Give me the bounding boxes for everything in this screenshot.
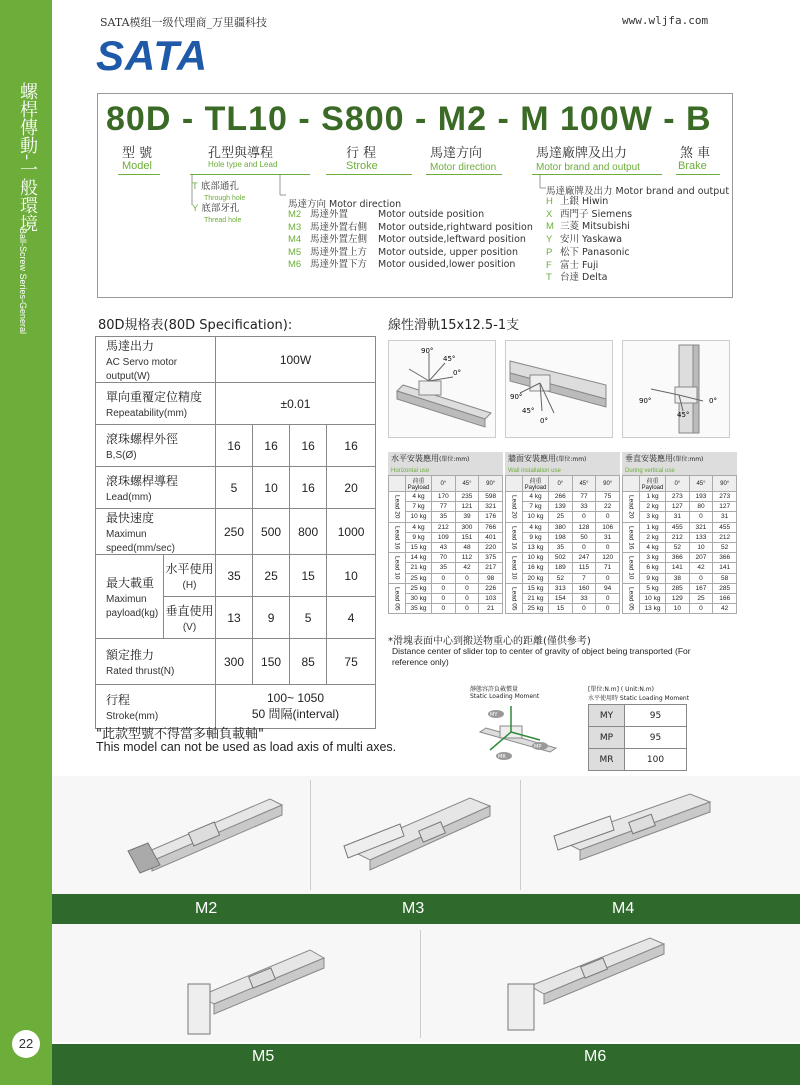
load-table-row: Lead 05 5 kg 285 167 285 xyxy=(623,583,737,593)
spec-row-max-speed: 最快速度 Maximun speed(mm/sec) 250 500 800 1000 xyxy=(96,509,376,555)
load-table-row: 15 kg 43 48 220 xyxy=(389,542,503,552)
variant-label-m4: M4 xyxy=(612,900,635,917)
load-table-row: 3 kg 31 0 31 xyxy=(623,512,737,522)
load-table-row: 16 kg 189 115 71 xyxy=(506,563,620,573)
load-table-row: 2 kg 212 133 212 xyxy=(623,532,737,542)
spec-row-stroke: 行程 Stroke(mm) 100~ 1050 50 間隔(interval) xyxy=(96,685,376,729)
divider xyxy=(420,930,421,1038)
load-table-row: Lead 10 14 kg 70 112 375 xyxy=(389,553,503,563)
m5-product-image xyxy=(180,930,350,1040)
load-table-row: Lead 20 1 kg 273 193 273 xyxy=(623,492,737,502)
header-text: SATA模组一级代理商_万里疆科技 xyxy=(100,16,268,29)
brand-list xyxy=(546,196,632,285)
variant-label-m6: M6 xyxy=(584,1048,607,1065)
load-table-header: 水平安裝應用(單位:mm) Horizontal use xyxy=(388,452,503,475)
spec-note-cn: "此款型號不得當多軸負載軸" xyxy=(96,727,264,742)
hole-type-y: Y 底部牙孔 Thread hole xyxy=(192,203,242,224)
vertical-install-diagram xyxy=(623,341,731,439)
load-table-row: 7 kg 77 121 321 xyxy=(389,502,503,512)
page-number: 22 xyxy=(12,1030,40,1058)
spec-row-max-load-h: 最大載重 Maximun payload(kg) 水平使用 (H) 35 25 15 10 xyxy=(96,555,376,597)
horizontal-install-image xyxy=(388,340,496,438)
load-table-row: 6 kg 141 42 141 xyxy=(623,563,737,573)
load-table-row: 9 kg 38 0 58 xyxy=(623,573,737,583)
caption-brand-cn: 馬達廠牌及出力 xyxy=(536,146,628,161)
motor-direction-item: M3 馬達外置右側 Motor outside,rightward position xyxy=(288,221,533,233)
moment-row: MP 95 xyxy=(589,727,687,749)
brand-item: F 富士 Fuji xyxy=(546,259,599,271)
load-table-row: 13 kg 35 0 0 xyxy=(506,542,620,552)
load-table-row: Lead 05 15 kg 313 160 94 xyxy=(506,583,620,593)
header-url: www.wljfa.com xyxy=(622,14,709,27)
angle-45-label: 45° xyxy=(677,411,690,419)
m3-product-image xyxy=(340,790,510,890)
vertical-install-image xyxy=(622,340,730,438)
vertical-load-table: 垂直安裝應用(單位:mm) During vertical use 荷重 Payload 0° 45° 90° Lead 20 1 kg 273 193 273 2 kg 127 80 127 3 kg 31 0 31 Lead 16 1 kg 455 321 455 2 kg 212 133 212 4 kg 52 10 52 Lead 10 3 kg 366 207 366 6 kg 141 42 141 9 kg 38 0 58 Lead 05 5 kg 285 167 285 10 kg 129 25 166 13 kg 10 0 42 xyxy=(622,452,737,614)
caption-brake-en: Brake xyxy=(678,160,707,172)
spec-row-thrust: 額定推力 Rated thrust(N) 300 150 85 75 xyxy=(96,639,376,685)
wall-install-image xyxy=(505,340,613,438)
angle-0-label: 0° xyxy=(453,369,461,377)
load-table-row: Lead 10 10 kg 502 247 120 xyxy=(506,553,620,563)
moment-diagram-title-cn: 靜態容許負載慣量 xyxy=(470,686,519,693)
my-label: MY xyxy=(490,712,498,718)
hole-type-t: T 底部通孔 Through hole xyxy=(192,181,246,202)
moment-table-title: 水平使用時 Static Loading Moment xyxy=(588,695,690,702)
spec-row-repeatability: 單向重覆定位精度 Repeatability(mm) ±0.01 xyxy=(96,383,376,425)
moment-diagram-title-en: Static Loading Moment xyxy=(470,693,540,700)
rail-footnote-cn: *滑塊表面中心到搬送物重心的距離(僅供參考) xyxy=(388,636,591,647)
moment-row: MY 95 xyxy=(589,705,687,727)
m4-product-image xyxy=(550,790,750,890)
mp-label: MP xyxy=(534,744,542,750)
mr-label: MR xyxy=(498,754,506,760)
angle-0-label: 0° xyxy=(709,397,717,405)
sata-logo: SATA xyxy=(96,32,209,79)
brand-item: P 松下 Panasonic xyxy=(546,246,630,258)
load-table-row: 10 kg 35 39 176 xyxy=(389,512,503,522)
brand-title: 馬達廠牌及出力 Motor brand and output xyxy=(546,186,730,197)
angle-45-label: 45° xyxy=(522,407,535,415)
caption-brake-cn: 煞 車 xyxy=(680,146,711,161)
load-table-row: Lead 16 1 kg 455 321 455 xyxy=(623,522,737,532)
spec-row-max-load-v: 垂直使用 (V) 13 9 5 4 xyxy=(96,597,376,639)
caption-model-en: Model xyxy=(122,160,152,172)
brand-item: X 西門子 Siemens xyxy=(546,208,633,220)
variant-bar-row2 xyxy=(52,1044,800,1085)
spec-title: 80D規格表(80D Specification): xyxy=(98,318,293,333)
moment-table xyxy=(588,704,687,771)
moment-unit: [單位:N.m] ( Unit:N.m) xyxy=(588,686,654,693)
moment-diagram xyxy=(470,702,560,762)
load-table-row: 2 kg 127 80 127 xyxy=(623,502,737,512)
sidebar-title-en: Ball-Screw Series-General xyxy=(18,228,28,335)
wall-install-diagram xyxy=(506,341,614,439)
spec-note-en: This model can not be used as load axis of multi axes. xyxy=(96,740,397,754)
load-table-row: Lead 20 4 kg 266 77 75 xyxy=(506,492,620,502)
load-table-row: Lead 16 4 kg 212 300 766 xyxy=(389,522,503,532)
caption-model-cn: 型 號 xyxy=(122,146,153,161)
caption-direction-en: Motor direction xyxy=(430,162,497,173)
angle-45-label: 45° xyxy=(443,355,456,363)
load-table-row: 4 kg 52 10 52 xyxy=(623,542,737,552)
load-table-row: 13 kg 10 0 42 xyxy=(623,604,737,614)
moment-row: MR 100 xyxy=(589,749,687,771)
load-table-row: 20 kg 52 7 0 xyxy=(506,573,620,583)
horizontal-install-diagram xyxy=(389,341,497,439)
rail-title: 線性滑軌15x12.5-1支 xyxy=(388,318,520,333)
caption-stroke-en: Stroke xyxy=(346,160,378,172)
load-table-row: Lead 10 3 kg 366 207 366 xyxy=(623,553,737,563)
variant-label-m5: M5 xyxy=(252,1048,275,1065)
load-table-header: 垂直安裝應用(單位:mm) During vertical use xyxy=(622,452,737,475)
load-table-row: 10 kg 25 0 0 xyxy=(506,512,620,522)
divider xyxy=(520,780,521,890)
angle-90-label: 90° xyxy=(421,347,434,355)
spec-table xyxy=(95,336,376,729)
caption-brand-en: Motor brand and output xyxy=(536,162,640,173)
brand-item: Y 安川 Yaskawa xyxy=(546,234,623,246)
load-table-row: 30 kg 0 0 103 xyxy=(389,593,503,603)
angle-0-label: 0° xyxy=(540,417,548,425)
sidebar-title-cn: 螺桿傳動-一般環境 xyxy=(17,82,38,233)
variant-bar-row1 xyxy=(52,894,800,924)
motor-direction-title: 馬達方向 Motor direction xyxy=(288,199,402,210)
horizontal-load-table: 水平安裝應用(單位:mm) Horizontal use 荷重 Payload 0° 45° 90° Lead 20 4 kg 170 235 598 7 kg 77 121 321 10 kg 35 39 176 Lead 16 4 kg 212 300 766 9 kg 109 151 401 15 kg 43 48 220 Lead 10 14 kg 70 112 375 21 kg 35 42 217 25 kg 0 0 98 Lead 05 25 kg 0 0 226 30 kg 0 0 103 35 kg 0 0 21 xyxy=(388,452,503,614)
m6-product-image xyxy=(500,930,680,1040)
angle-90-label: 90° xyxy=(510,393,523,401)
load-table-row: 21 kg 154 33 0 xyxy=(506,593,620,603)
load-table-row: Lead 05 25 kg 0 0 226 xyxy=(389,583,503,593)
variant-label-m2: M2 xyxy=(195,900,218,917)
load-table-row: 9 kg 109 151 401 xyxy=(389,532,503,542)
caption-hole-en: Hole type and Lead xyxy=(208,160,278,169)
brand-item: H 上銀 Hiwin xyxy=(546,196,609,207)
load-table-row: 25 kg 15 0 0 xyxy=(506,604,620,614)
brand-item: M 三菱 Mitsubishi xyxy=(546,221,630,233)
motor-direction-item: M5 馬達外置上方 Motor outside, upper position xyxy=(288,246,519,258)
load-table-row: 21 kg 35 42 217 xyxy=(389,563,503,573)
variant-label-m3: M3 xyxy=(402,900,425,917)
model-code-title: 80D - TL10 - S800 - M2 - M 100W - B xyxy=(106,100,712,138)
wall-load-table: 牆面安裝應用(單位:mm) Wall installation use 荷重 Payload 0° 45° 90° Lead 20 4 kg 266 77 75 7 kg 139 33 22 10 kg 25 0 0 Lead 16 4 kg 380 128 106 9 kg 198 50 31 13 kg 35 0 0 Lead 10 10 kg 502 247 120 16 kg 189 115 71 20 kg 52 7 0 Lead 05 15 kg 313 160 94 21 kg 154 33 0 25 kg 15 0 0 xyxy=(505,452,620,614)
angle-90-label: 90° xyxy=(639,397,652,405)
motor-direction-item: M6 馬達外置下方 Motor ousided,lower position xyxy=(288,259,516,271)
caption-direction-cn: 馬達方向 xyxy=(430,146,483,161)
load-table-row: 7 kg 139 33 22 xyxy=(506,502,620,512)
load-table-row: Lead 20 4 kg 170 235 598 xyxy=(389,492,503,502)
load-table-row: 10 kg 129 25 166 xyxy=(623,593,737,603)
load-table-header: 牆面安裝應用(單位:mm) Wall installation use xyxy=(505,452,620,475)
motor-direction-item: M4 馬達外置左側 Motor outside,leftward position xyxy=(288,234,526,246)
caption-hole-cn: 孔型與導程 xyxy=(208,146,274,161)
motor-direction-item: M2 馬達外置 Motor outside position xyxy=(288,209,485,220)
load-table-row: 35 kg 0 0 21 xyxy=(389,604,503,614)
caption-underline xyxy=(118,174,160,175)
brand-item: T 台達 Delta xyxy=(546,272,608,284)
load-table-row: Lead 16 4 kg 380 128 106 xyxy=(506,522,620,532)
rail-footnote-en: Distance center of slider top to center of gravity of object being transported (For reference only) xyxy=(392,646,691,667)
caption-stroke-cn: 行 程 xyxy=(346,146,377,161)
motor-direction-list xyxy=(288,209,533,272)
load-table-row: 25 kg 0 0 98 xyxy=(389,573,503,583)
load-table-row: 9 kg 198 50 31 xyxy=(506,532,620,542)
divider xyxy=(310,780,311,890)
m2-product-image xyxy=(120,785,300,885)
product-area-row2 xyxy=(52,924,800,1042)
spec-row-screw-dia: 滾珠螺桿外徑 B,S(Ø) 16 16 16 16 xyxy=(96,425,376,467)
spec-row-motor-output: 馬達出力 AC Servo motor output(W) 100W xyxy=(96,337,376,383)
spec-row-lead: 滾珠螺桿導程 Lead(mm) 5 10 16 20 xyxy=(96,467,376,509)
